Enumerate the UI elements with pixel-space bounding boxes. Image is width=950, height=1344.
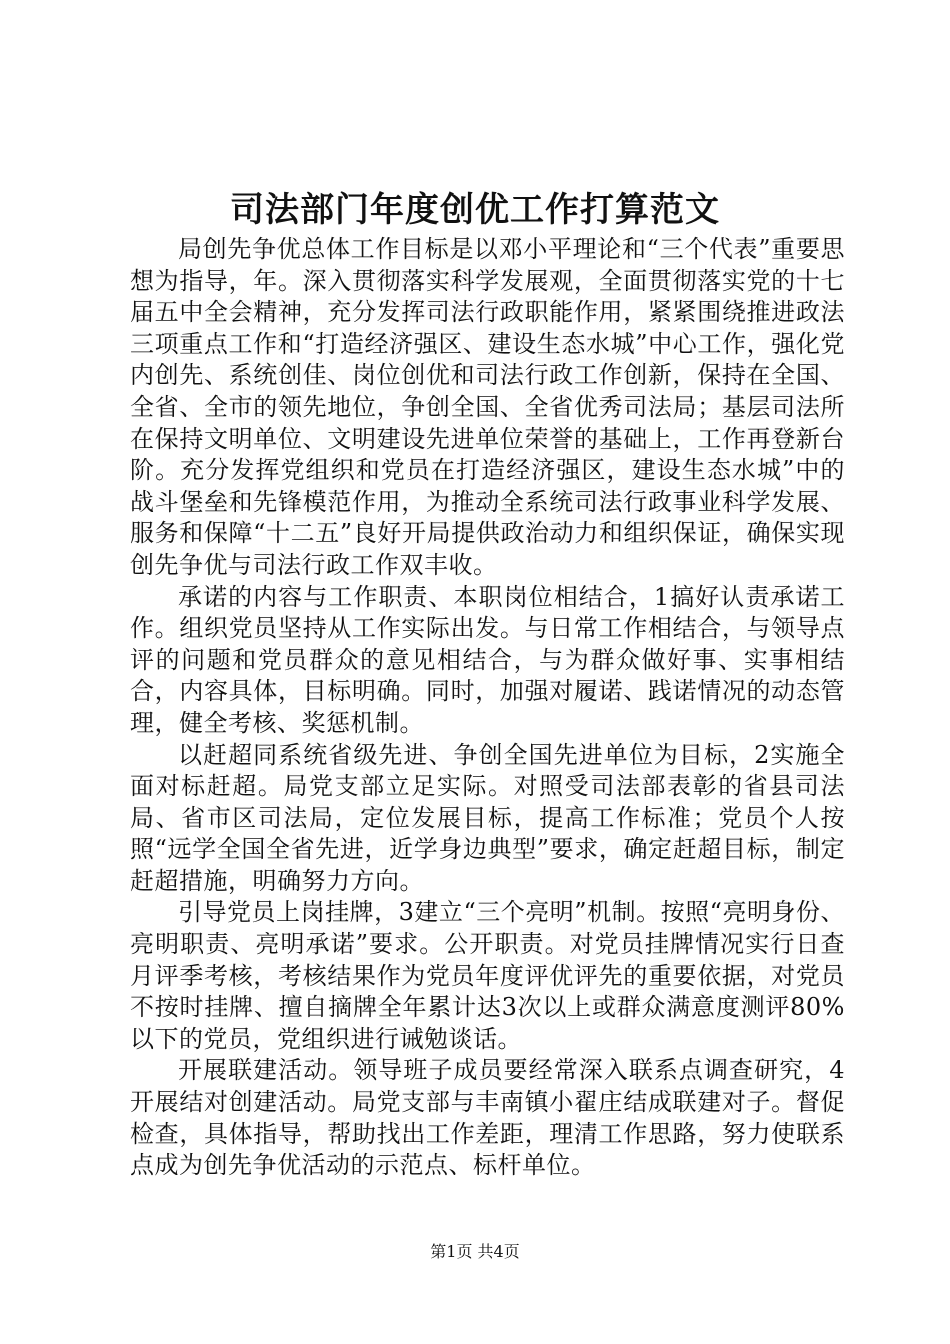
paragraph-joint-building: 开展联建活动。领导班子成员要经常深入联系点调查研究，4开展结对创建活动。局党支部与丰南镇小翟庄结成联建对子。督促检查，具体指导，帮助找出工作差距，理清工作思路，努力使联系点成为创先争优活动的示范点、标杆单位。	[130, 1056, 845, 1180]
paragraph-benchmark: 以赶超同系统省级先进、争创全国先进单位为目标，2实施全面对标赶超。局党支部立足实际。对照受司法部表彰的省县司法局、省市区司法局，定位发展目标，提高工作标准；党员个人按照“远学全国全省先进，近学身边典型”要求，确定赶超目标，制定赶超措施，明确努力方向。	[130, 740, 845, 895]
page-footer: 第1页 共4页	[430, 1242, 520, 1261]
paragraph-commitment: 承诺的内容与工作职责、本职岗位相结合，1搞好认责承诺工作。组织党员坚持从工作实际出发。与日常工作相结合，与领导点评的问题和党员群众的意见相结合，与为群众做好事、实事相结合，内容具体，目标明确。同时，加强对履诺、践诺情况的动态管理，健全考核、奖惩机制。	[130, 582, 845, 737]
document-body	[130, 234, 845, 1182]
paragraph-goals: 局创先争优总体工作目标是以邓小平理论和“三个代表”重要思想为指导，年。深入贯彻落实科学发展观，全面贯彻落实党的十七届五中全会精神，充分发挥司法行政职能作用，紧紧围绕推进政法三项重点工作和“打造经济强区、建设生态水城”中心工作，强化党内创先、系统创佳、岗位创优和司法行政工作创新，保持在全国、全省、全市的领先地位，争创全国、全省优秀司法局；基层司法所在保持文明单位、文明建设先进单位荣誉的基础上，工作再登新台阶。充分发挥党组织和党员在打造经济强区，建设生态水城”中的战斗堡垒和先锋模范作用，为推动全系统司法行政事业科学发展、服务和保障“十二五”良好开局提供政治动力和组织保证，确保实现创先争优与司法行政工作双丰收。	[130, 235, 845, 579]
document-title: 司法部门年度创优工作打算范文	[230, 190, 720, 230]
paragraph-three-clarify: 引导党员上岗挂牌，3建立“三个亮明”机制。按照“亮明身份、亮明职责、亮明承诺”要求。公开职责。对党员挂牌情况实行日查月评季考核，考核结果作为党员年度评优评先的重要依据，对党员不按时挂牌、擅自摘牌全年累计达3次以上或群众满意度测评80%以下的党员，党组织进行诫勉谈话。	[130, 898, 845, 1053]
